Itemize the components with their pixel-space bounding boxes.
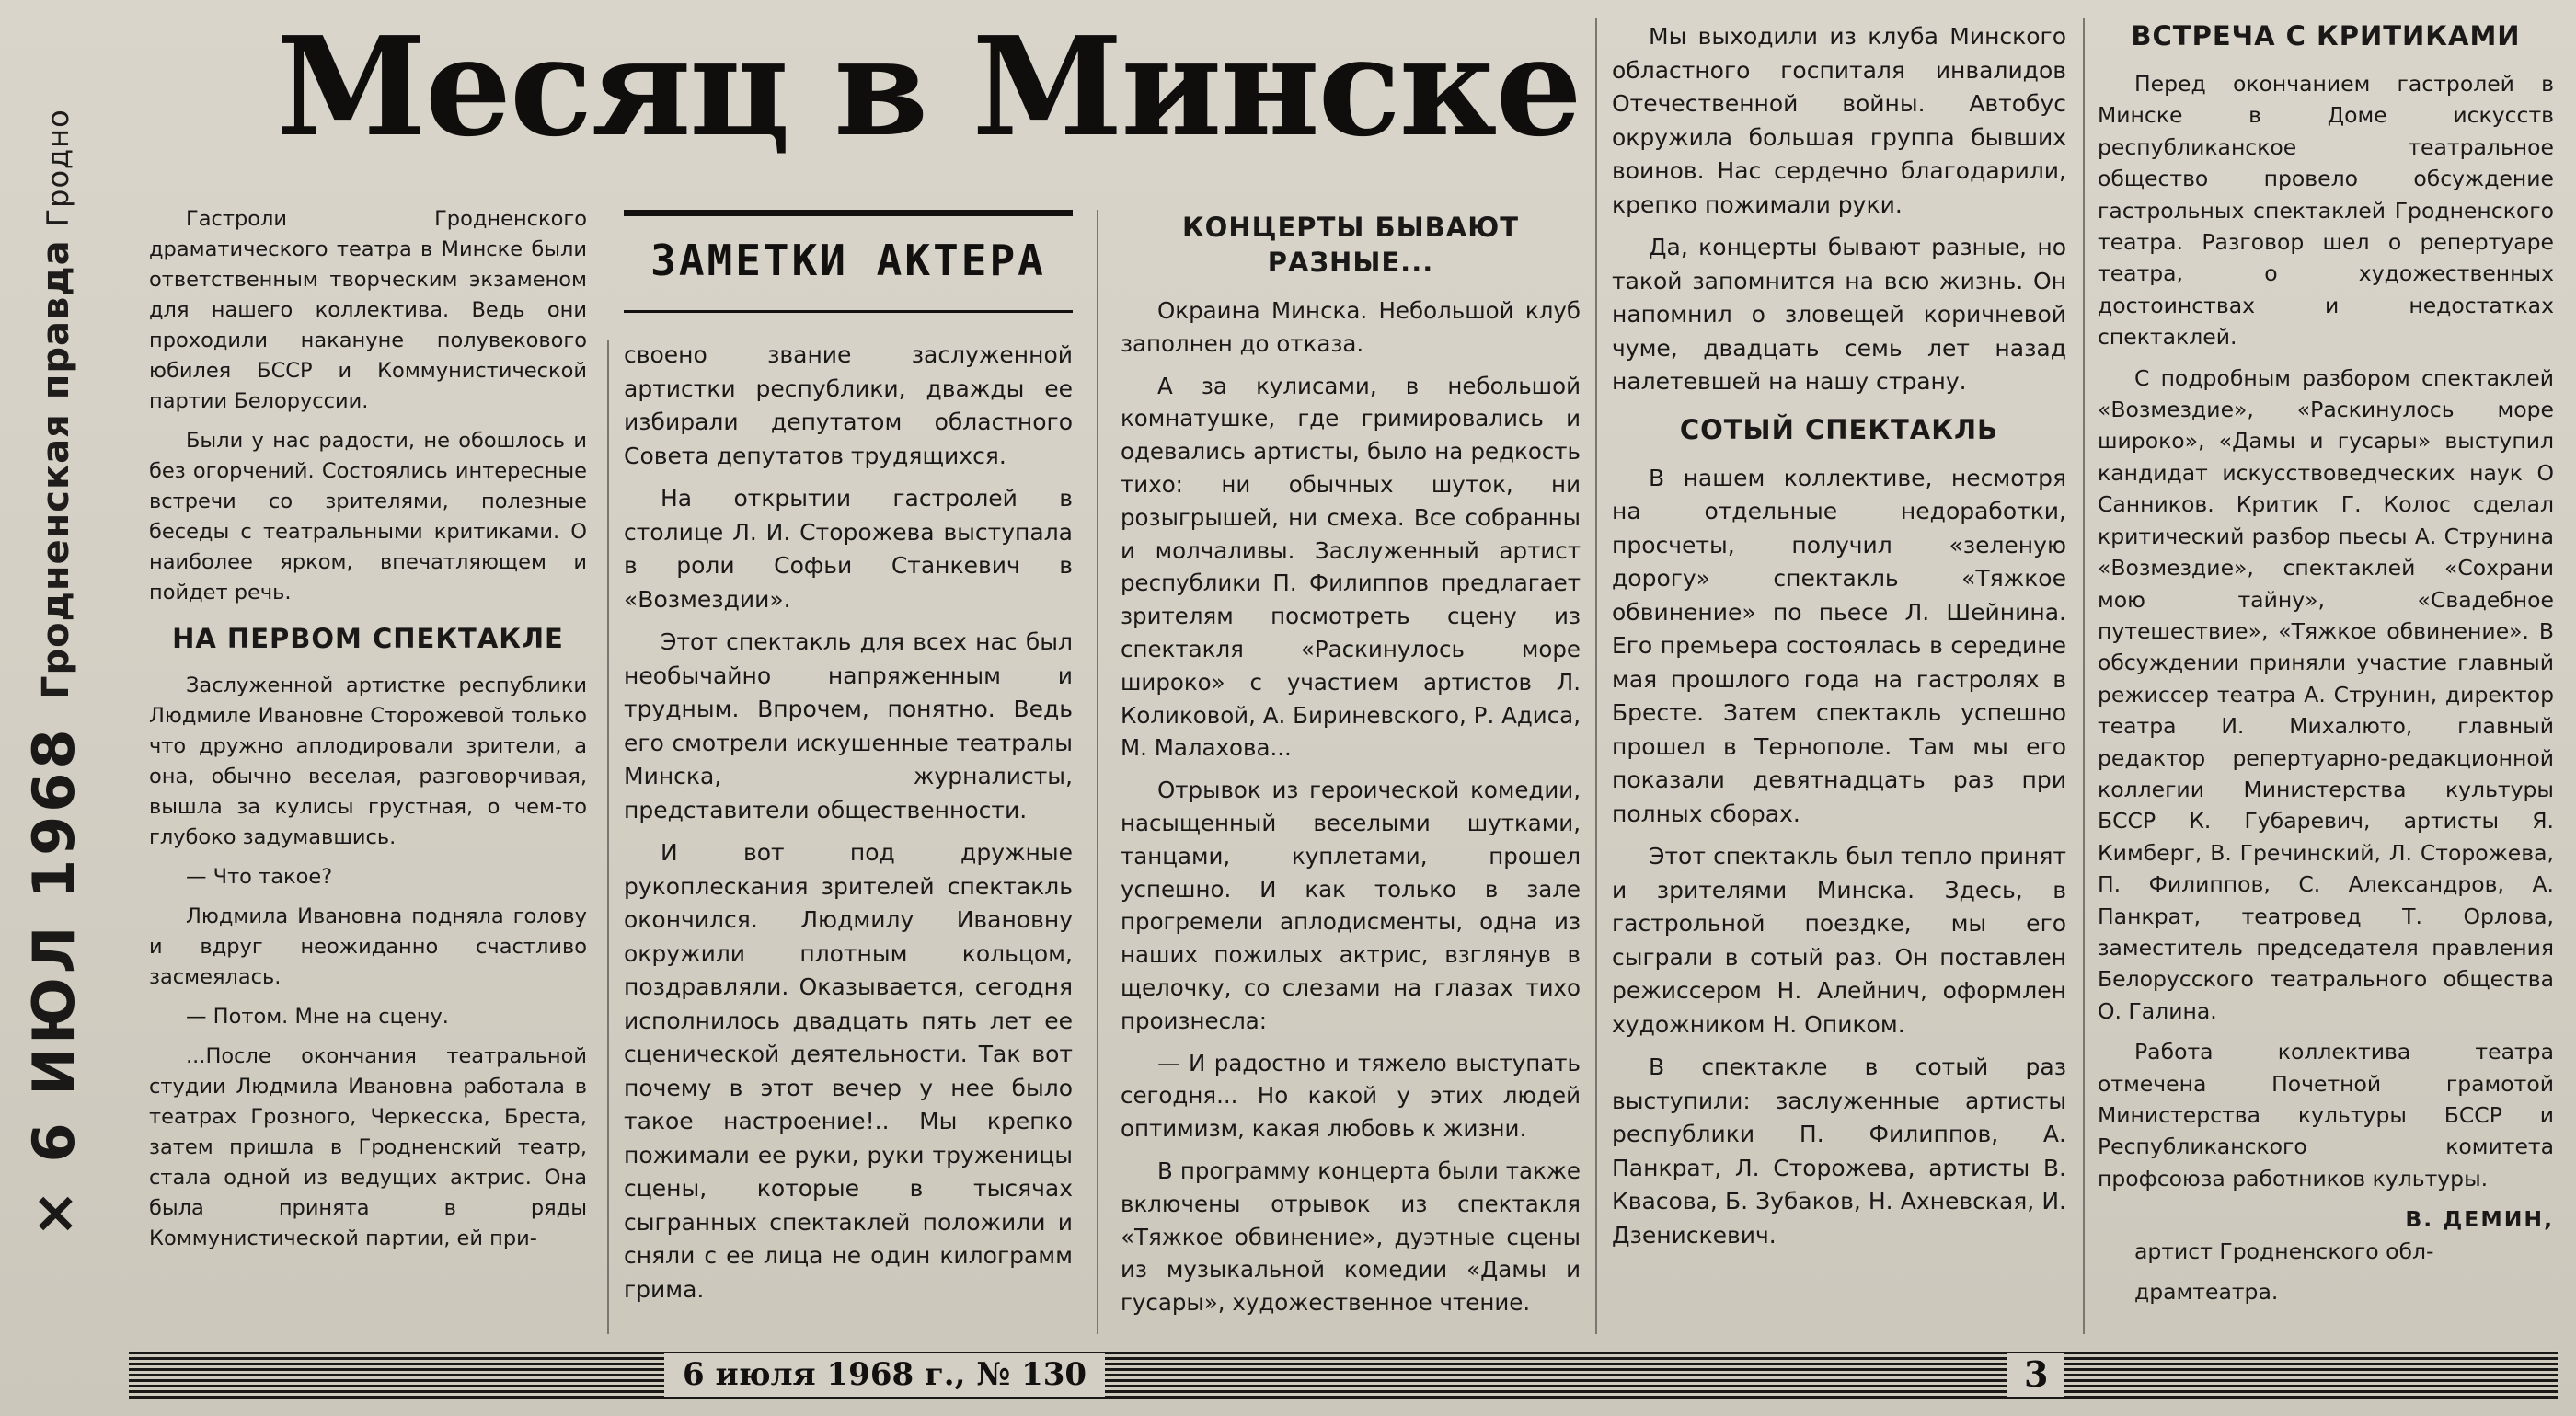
- date-stamp: × 6 ИЮЛ 1968: [20, 725, 87, 1238]
- column-1: [149, 204, 587, 1263]
- paragraph: ...После окончания театральной студии Людмила Ивановна работала в театрах Грозного, Черкесска, Бреста, затем пришла в Гродненский театр, стала одной из ведущих актрис. Она была принята в ряды Коммунистической партии, ей при-: [149, 1044, 587, 1250]
- paragraph: Перед окончанием гастролей в Минске в Доме искусств республиканское театральное общество провело обсуждение гастрольных спектаклей Гродненского театра. Разговор шел о репертуаре театра, о художественных достоинствах и недостатках спектаклей.: [2098, 71, 2554, 351]
- paragraph: А за кулисами, в небольшой комнатушке, где гримировались и одевались артисты, было на редкость тихо: ни обычных шуток, ни розыгрышей, ни смеха. Все собранны и молчаливы. Заслуженный артист республики П. Филиппов предлагает зрителям посмотреть сцену из спектакля «Раскинулось море широко» с участием артистов Л. Коликовой, А. Бириневского, Р. Адиса, М. Малахова...: [1121, 372, 1581, 762]
- column-divider: [607, 340, 609, 1334]
- paragraph: — Что такое?: [186, 865, 333, 889]
- paragraph: своено звание заслуженной артистки республики, дважды ее избирали депутатом областного Совета депутатов трудящихся.: [624, 341, 1073, 469]
- column-4: [1612, 20, 2066, 1261]
- author-title: драмтеатра.: [2134, 1279, 2279, 1306]
- source-stamp: [35, 109, 77, 699]
- paragraph: Окраина Минска. Небольшой клуб заполнен до отказа.: [1121, 297, 1581, 357]
- paragraph: На открытии гастролей в столице Л. И. Сторожева выступала в роли Софьи Станкевич в «Возмездии».: [624, 485, 1073, 613]
- paragraph: Гастроли Гродненского драматического театра в Минске были ответственным творческим экзаменом для нашего коллектива. Ведь они проходили накануне полувекового юбилея БССР и Коммунистической партии Белоруссии.: [149, 207, 587, 413]
- paragraph: В программу концерта были также включены отрывок из спектакля «Тяжкое обвинение», дуэтные сцены из музыкальной комедии «Дамы и гусары», художественное чтение.: [1121, 1157, 1581, 1317]
- rubric-box: [624, 210, 1073, 313]
- paragraph: В нашем коллективе, несмотря на отдельные недоработки, просчеты, получил «зеленую дорогу» спектакль «Тяжкое обвинение» по пьесе Л. Шейнина. Его премьера состоялась в середине мая прошлого года на гастролях в Бресте. Затем спектакль успешно прошел в Тернополе. Там мы его показали девятнадцать раз при полных сборах.: [1612, 464, 2066, 827]
- subheading-meeting-critics: ВСТРЕЧА С КРИТИКАМИ: [2131, 20, 2521, 52]
- paragraph: Да, концерты бывают разные, но такой запомнится на всю жизнь. Он напомнил о зловещей коричневой чуме, двадцать семь лет назад налетевшей на нашу страну.: [1612, 234, 2066, 395]
- paragraph: Этот спектакль для всех нас был необычайно напряженным и трудным. Впрочем, понятно. Ведь его смотрели искушенные театралы Минска, журналисты, представители общественности.: [624, 628, 1073, 823]
- page-number: 3: [2007, 1353, 2064, 1397]
- headline: Месяц в Минске: [276, 6, 1581, 167]
- paragraph: — И радостно и тяжело выступать сегодня... Но какой у этих людей оптимизм, какая любовь к жизни.: [1121, 1049, 1581, 1143]
- column-3: [1121, 210, 1581, 1329]
- subheading-hundredth-performance: СОТЫЙ СПЕКТАКЛЬ: [1679, 413, 1999, 445]
- paragraph: Отрывок из героической комедии, насыщенный веселыми шутками, танцами, куплетами, прошел успешно. И как только в зале прогремели аплодисменты, одна из наших пожилых актрис, взглянув в щелочку, со слезами на глазах тихо произнесла:: [1121, 777, 1581, 1034]
- paragraph: В спектакле в сотый раз выступили: заслуженные артисты республики П. Филиппов, А. Панкрат, Л. Сторожева, артисты В. Квасова, Б. Зубаков, Н. Ахневская, И. Дзенискевич.: [1612, 1053, 2066, 1249]
- footer-rule: [129, 1351, 2558, 1399]
- rubric-title: ЗАМЕТКИ АКТЕРА: [650, 236, 1046, 285]
- subheading-concerts: КОНЦЕРТЫ БЫВАЮТ РАЗНЫЕ...: [1181, 212, 1520, 278]
- author-name: В. ДЕМИН,: [2405, 1206, 2554, 1233]
- paragraph: Были у нас радости, не обошлось и без огорчений. Состоялись интересные встречи со зрителями, полезные беседы с театральными критиками. О наиболее ярком, впечатляющем и пойдет речь.: [149, 429, 587, 604]
- paragraph: — Потом. Мне на сцену.: [186, 1005, 449, 1029]
- city-name: Гродно: [40, 109, 75, 227]
- paragraph: Людмила Ивановна подняла голову и вдруг неожиданно счастливо засмеялась.: [149, 904, 587, 989]
- column-divider: [1097, 210, 1098, 1334]
- subheading-first-performance: НА ПЕРВОМ СПЕКТАКЛЕ: [172, 623, 564, 654]
- newspaper-name: Гродненская правда: [35, 239, 77, 699]
- paragraph: С подробным разбором спектаклей «Возмездие», «Раскинулось море широко», «Дамы и гусары» выступил кандидат искусствоведческих наук О Санников. Критик Г. Колос сделал критический разбор пьесы А. Струнина «Возмездие», спектаклей «Сохрани мою тайну», «Свадебное путешествие», «Тяжкое обвинение». В обсуждении приняли участие главный режиссер театра А. Струнин, директор театра И. Михалюто, главный редактор репертуарно-редакционной коллегии Министерства культуры БССР К. Губаревич, артисты Я. Кимберг, В. Гречинский, Л. Сторожева, П. Филиппов, С. Александров, А. Панкрат, театровед Т. Орлова, заместитель председателя правления Белорусского театрального общества О. Галина.: [2098, 364, 2554, 1024]
- paragraph: Этот спектакль был тепло принят и зрителями Минска. Здесь, в гастрольной поездке, мы его сыграли в сотый раз. Он поставлен режиссером Н. Алейнич, оформлен художником Н. Опиком.: [1612, 843, 2066, 1038]
- column-divider: [2083, 18, 2085, 1334]
- issue-date: 6 июля 1968 г., № 130: [664, 1353, 1105, 1397]
- column-divider: [1595, 18, 1597, 1334]
- column-5: [2098, 18, 2554, 1317]
- paragraph: Заслуженной артистке республики Людмиле Ивановне Сторожевой только что дружно аплодировали зрители, а она, обычно веселая, разговорчивая, вышла за кулисы грустная, о чем-то глубоко задумавшись.: [149, 673, 587, 849]
- paragraph: Мы выходили из клуба Минского областного госпиталя инвалидов Отечественной войны. Автобус окружила большая группа бывших воинов. Нас сердечно благодарили, крепко пожимали руки.: [1612, 23, 2066, 218]
- paragraph: И вот под дружные рукоплескания зрителей спектакль окончился. Людмилу Ивановну окружили плотным кольцом, поздравляли. Оказывается, сегодня исполнилось двадцать пять лет ее сценической деятельности. Так вот почему в этот вечер у нее было такое настроение!.. Мы крепко пожимали ее руки, руки труженицы сцены, которые в тысячах сыгранных спектаклей положили и сняли с ее лица не один килограмм грима.: [624, 839, 1073, 1303]
- column-2: [624, 339, 1073, 1316]
- paragraph: Работа коллектива театра отмечена Почетной грамотой Министерства культуры БССР и Республиканского комитета профсоюза работников культуры.: [2098, 1039, 2554, 1192]
- author-title: артист Гродненского обл-: [2134, 1238, 2434, 1264]
